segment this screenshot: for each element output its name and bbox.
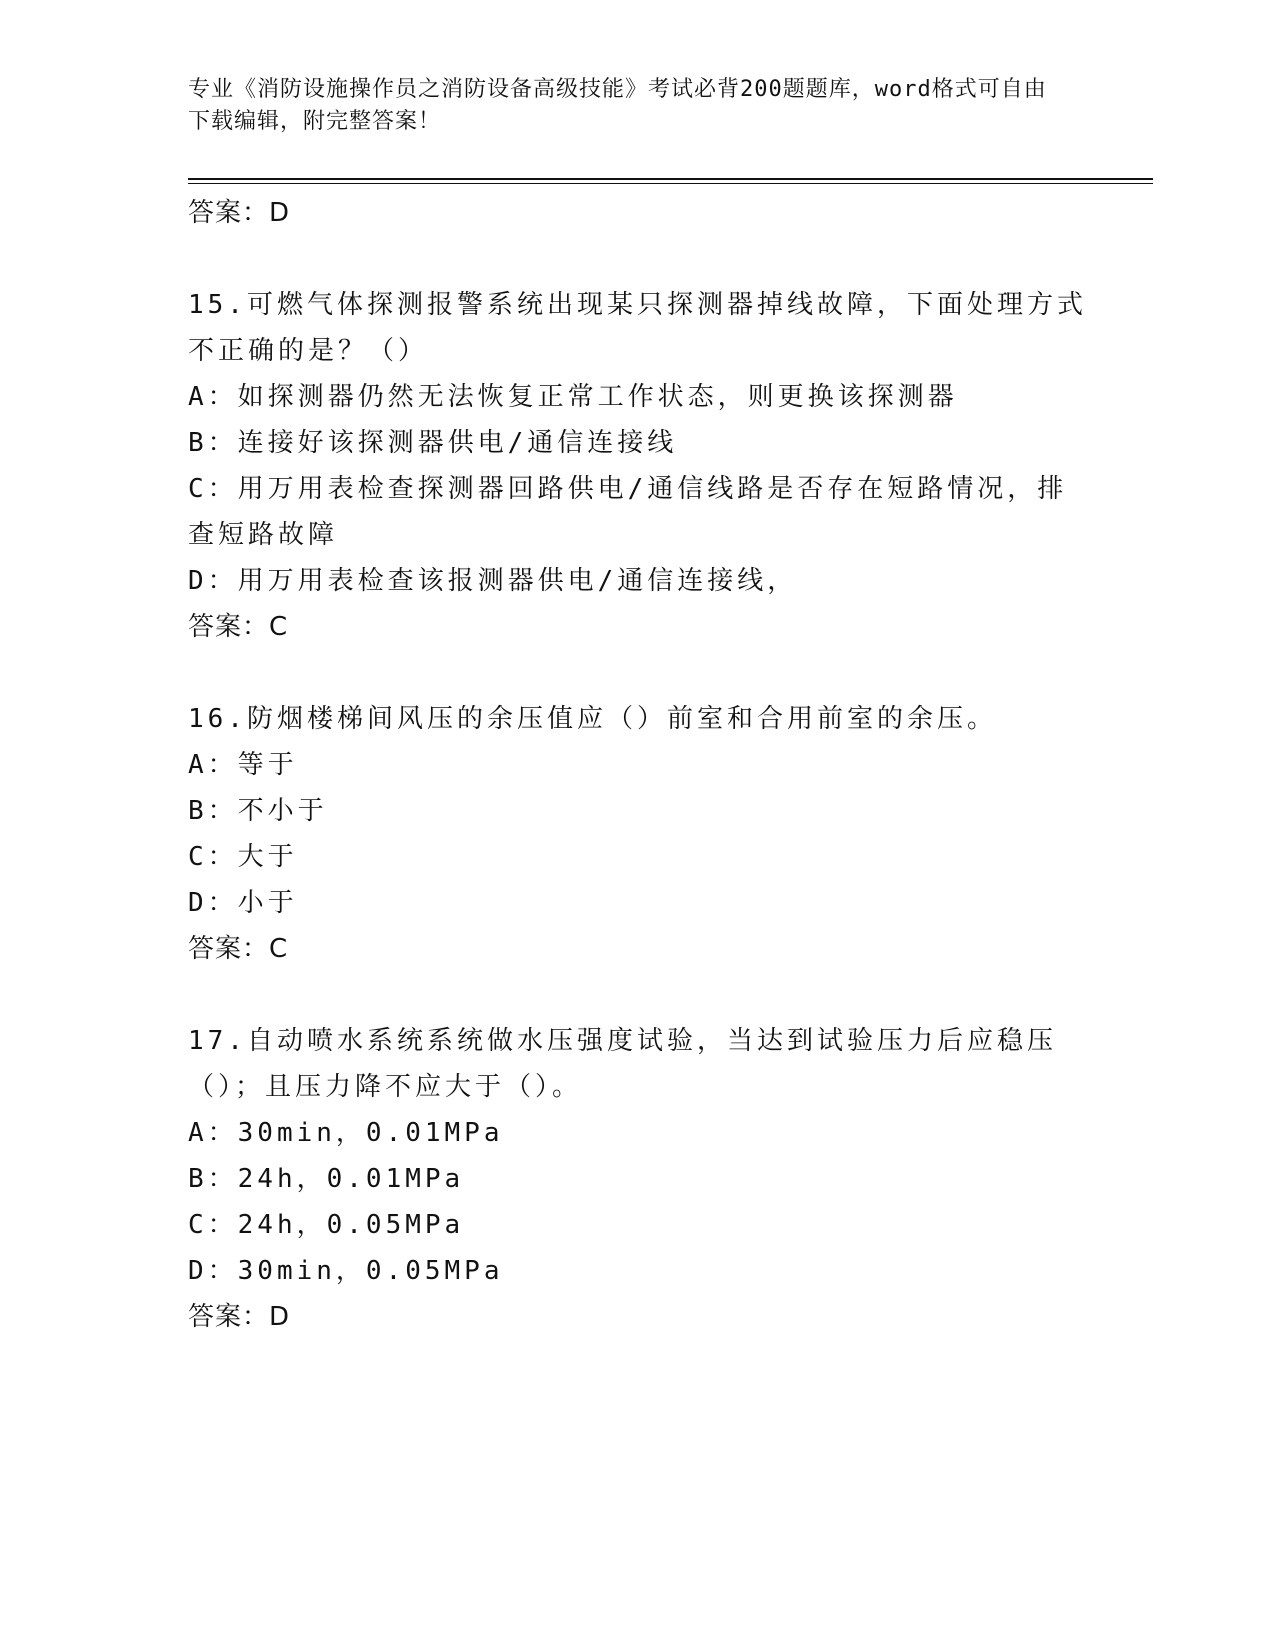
- option-a: A：如探测器仍然无法恢复正常工作状态，则更换该探测器: [188, 382, 958, 412]
- header-divider-thick: [188, 178, 1153, 180]
- header-divider-thin: [188, 183, 1153, 184]
- question-answer: 答案：C: [188, 934, 289, 964]
- option-b: B：连接好该探测器供电/通信连接线: [188, 428, 678, 458]
- question-stem: 15.可燃气体探测报警系统出现某只探测器掉线故障，下面处理方式不正确的是？（）: [188, 290, 1087, 366]
- option-b: B：24h，0.01MPa: [188, 1164, 465, 1194]
- question-answer: 答案：D: [188, 1302, 291, 1332]
- option-b: B：不小于: [188, 796, 328, 826]
- option-a: A：30min，0.01MPa: [188, 1118, 504, 1148]
- previous-answer: 答案：D: [188, 198, 291, 228]
- question-16: [188, 696, 1088, 972]
- question-15: [188, 282, 1088, 650]
- question-stem: 16.防烟楼梯间风压的余压值应（）前室和合用前室的余压。: [188, 704, 997, 734]
- question-stem: 17.自动喷水系统系统做水压强度试验，当达到试验压力后应稳压（）；且压力降不应大于（）。: [188, 1026, 1057, 1102]
- question-list: [188, 190, 1088, 1340]
- option-d: D：小于: [188, 888, 298, 918]
- document-header: 专业《消防设施操作员之消防设备高级技能》考试必背200题题库，word格式可自由下载编辑，附完整答案！: [188, 77, 1047, 134]
- question-17: [188, 1018, 1088, 1340]
- option-a: A：等于: [188, 750, 298, 780]
- question-answer: 答案：C: [188, 612, 289, 642]
- option-c: C：24h，0.05MPa: [188, 1210, 465, 1240]
- option-c: C：用万用表检查探测器回路供电/通信线路是否存在短路情况，排查短路故障: [188, 474, 1068, 550]
- option-c: C：大于: [188, 842, 298, 872]
- option-d: D：用万用表检查该报测器供电/通信连接线，: [188, 566, 798, 596]
- option-d: D：30min，0.05MPa: [188, 1256, 504, 1286]
